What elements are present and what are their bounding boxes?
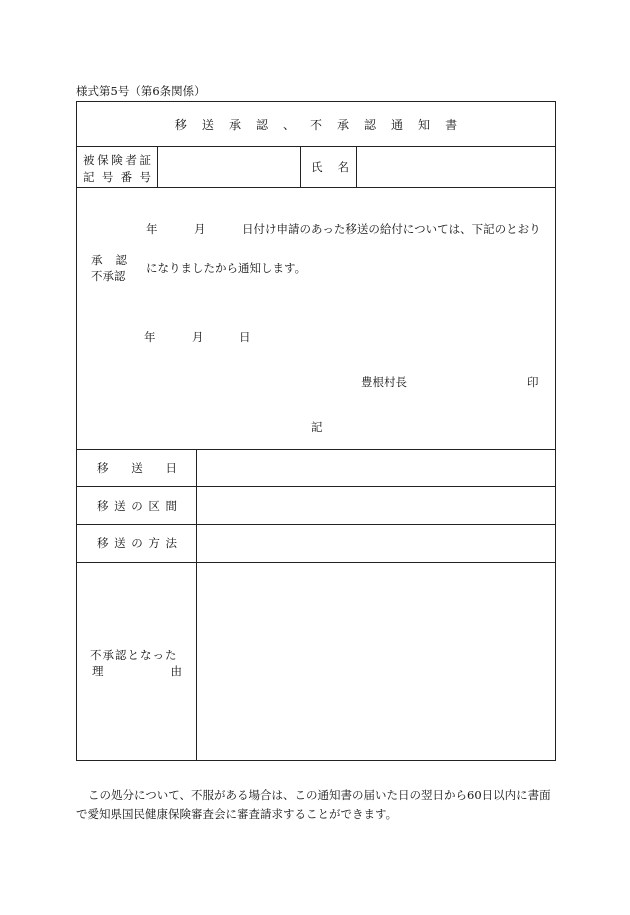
title-char: 送 [201,118,214,132]
transfer-date-label-char: 日 [165,461,177,475]
appeal-notice: この処分について、不服がある場合は、この通知書の届いた日の翌日から60日以内に書面で愛知県国民健康保険審査会に審査請求することができます。 [76,788,551,821]
transfer-method-label-char: 方 [148,536,160,550]
insured-label-char: 号 [101,170,114,184]
form-number-label: 様式第5号（第6条関係） [76,84,206,98]
insured-label-char: 保 [97,153,109,167]
transfer-method-label-char: の [131,536,143,550]
notice-form [76,101,556,761]
name-label-char: 氏 [311,160,323,174]
transfer-section-field[interactable] [198,487,555,523]
title-char: 不 [309,118,322,132]
ki-heading: 記 [311,420,323,434]
reason-label-char: 由 [170,664,182,678]
transfer-date-label-char: 移 [97,461,109,475]
transfer-section-label-char: の [131,499,143,513]
transfer-method-label-char: 法 [165,536,177,550]
insured-label-char: 被 [83,153,95,167]
transfer-section-label-char: 間 [165,499,177,513]
name-field[interactable] [357,147,555,187]
title-char: 認 [364,118,377,132]
insured-number-field[interactable] [158,147,299,187]
application-text: 日付け申請のあった移送の給付については、下記のとおり [242,222,541,236]
insured-label-char: 号 [139,170,151,184]
name-label [311,160,349,174]
insured-label-char: 者 [125,153,137,167]
divider [196,449,197,761]
reason-label: 不承認となった 理 由 [90,648,182,678]
approval-label: 承 認 不承認 [91,253,127,283]
insured-label-char: 険 [111,153,123,167]
transfer-method-label-char: 送 [114,536,126,550]
document-title [77,118,555,132]
title-char: 書 [445,118,458,132]
title-char: 承 [228,118,241,132]
insured-number-label [83,153,151,184]
transfer-section-label [97,499,177,513]
transfer-method-label-char: 移 [97,536,109,550]
transfer-date-label [97,461,177,475]
title-char: 知 [418,118,431,132]
transfer-date-label-char: 送 [131,461,143,475]
divider [300,146,301,187]
notify-text: になりましたから通知します。 [146,261,307,275]
transfer-date-field[interactable] [198,450,555,486]
approval-label-char: 認 [115,253,127,267]
transfer-method-field[interactable] [198,525,555,561]
title-char: 移 [174,118,187,132]
title-char: 、 [282,118,295,132]
insured-label-char: 証 [139,153,151,167]
transfer-section-label-char: 区 [148,499,160,513]
title-text [175,118,457,132]
title-char: 通 [391,118,404,132]
name-label-char: 名 [337,160,349,174]
date-year: 年 [144,330,156,344]
title-char: 認 [255,118,268,132]
reason-field[interactable] [198,563,555,760]
insured-label-char: 番 [120,170,133,184]
year-mark: 年 [146,222,158,236]
transfer-section-label-char: 移 [97,499,109,513]
seal-mark: 印 [527,375,539,389]
date-day: 日 [239,330,251,344]
transfer-section-label-char: 送 [114,499,126,513]
approval-label-char: 承 [91,253,103,267]
divider [77,187,555,188]
insured-label-char: 記 [83,170,95,184]
date-month: 月 [192,330,204,344]
mayor-title: 豊根村長 [361,375,407,389]
reason-label-char: 理 [92,664,104,678]
month-mark: 月 [194,222,206,236]
transfer-method-label [97,536,177,550]
title-char: 承 [337,118,350,132]
